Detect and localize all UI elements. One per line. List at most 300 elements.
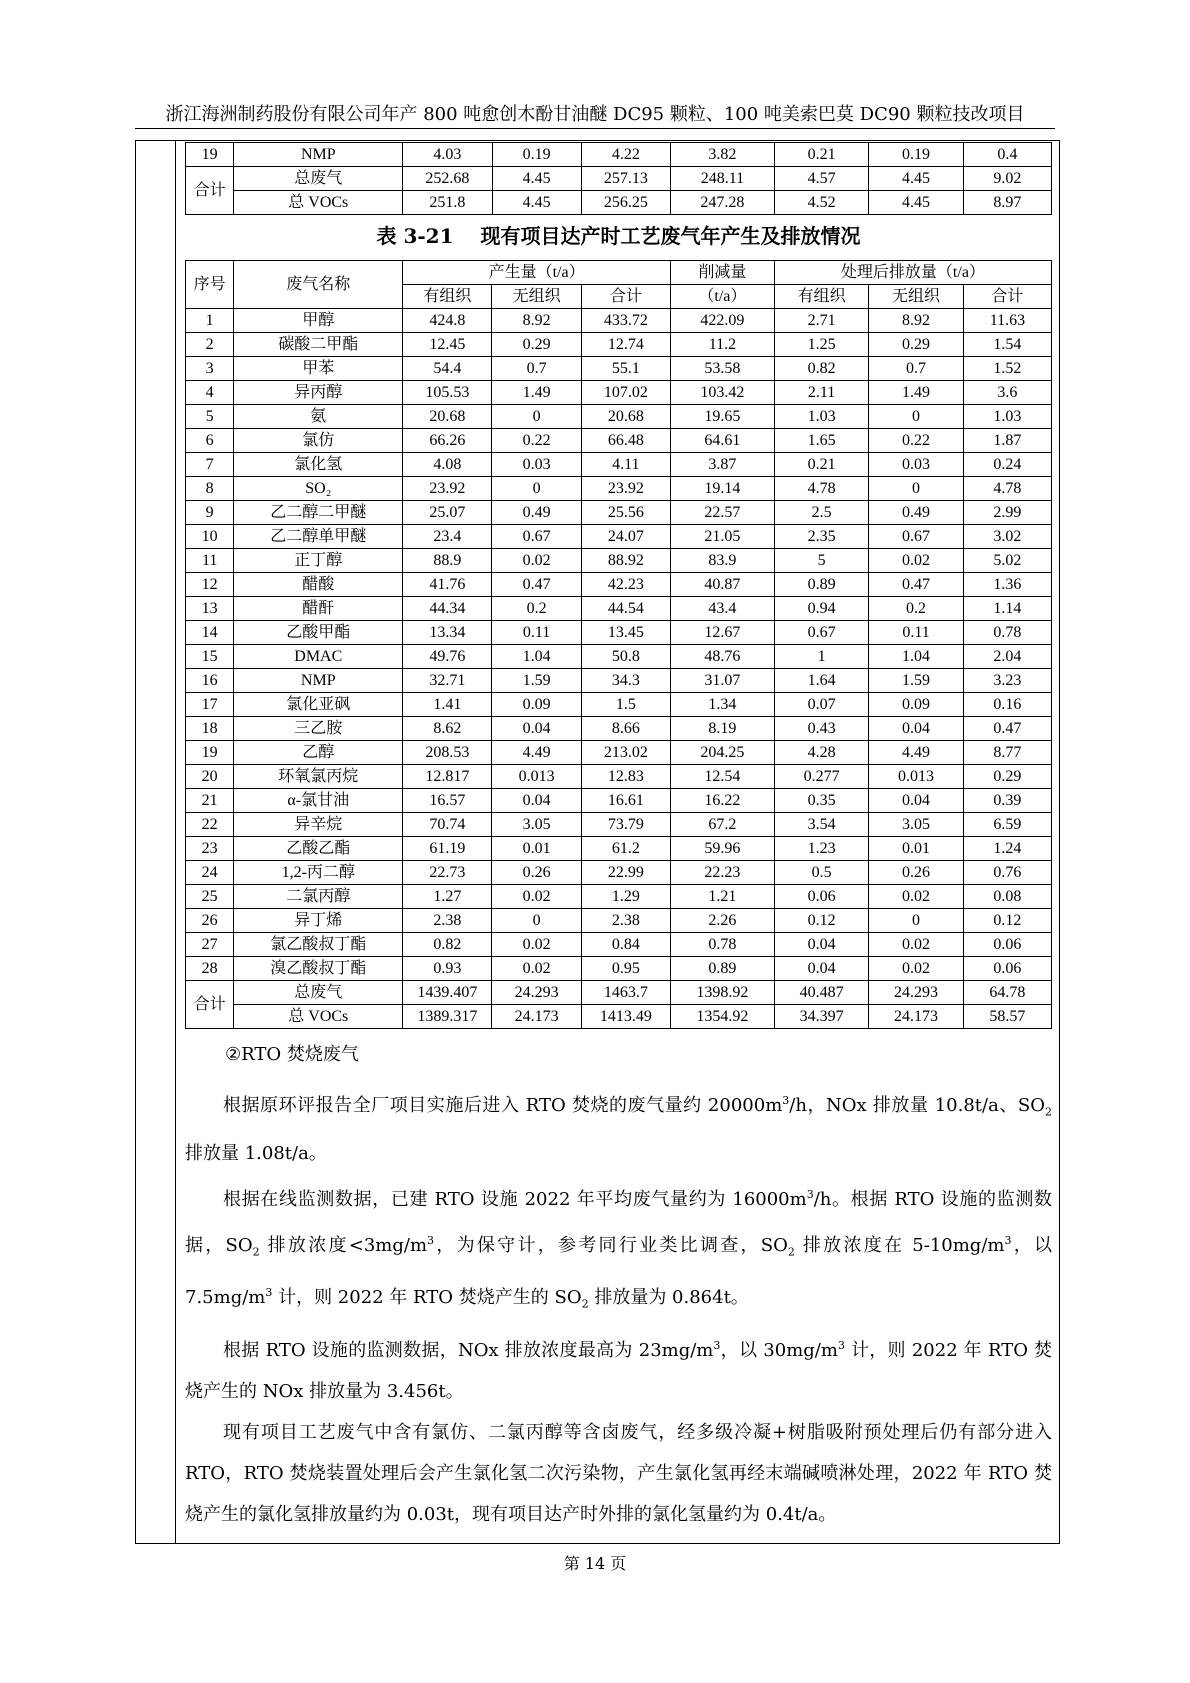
table-cell: 4.22: [581, 143, 670, 167]
header-seq: 序号: [186, 261, 234, 309]
table-row: [186, 429, 1052, 453]
section-heading: ②RTO 焚烧废气: [225, 1044, 359, 1065]
table-cell: 208.53: [403, 741, 492, 765]
table-cell: 66.26: [403, 429, 492, 453]
table-cell: 0.04: [492, 789, 581, 813]
total-label: 合计: [186, 981, 234, 1029]
table-cell: 2.38: [403, 909, 492, 933]
table-cell: 0.11: [869, 621, 963, 645]
table-cell: 0.22: [492, 429, 581, 453]
table-cell: 3.05: [869, 813, 963, 837]
table-cell: 0.35: [774, 789, 868, 813]
table-cell: 4.52: [774, 191, 868, 215]
table-cell: 乙醇: [234, 741, 403, 765]
table-cell: 1.25: [774, 333, 868, 357]
table-cell: 0: [869, 909, 963, 933]
table-row: [186, 957, 1052, 981]
table-cell: 12.45: [403, 333, 492, 357]
table-cell: 252.68: [403, 167, 492, 191]
table-cell: 24.173: [869, 1005, 963, 1029]
table-cell: 424.8: [403, 309, 492, 333]
table-cell: 1439.407: [403, 981, 492, 1005]
page-number: 第 14 页: [563, 1554, 627, 1573]
table-cell: 1.59: [492, 669, 581, 693]
table-cell: 4.49: [869, 741, 963, 765]
body-paragraphs: [185, 1080, 1052, 1535]
table-cell: 1.29: [581, 885, 670, 909]
table-cell: 28: [186, 957, 234, 981]
table-cell: 70.74: [403, 813, 492, 837]
table-cell: NMP: [234, 143, 403, 167]
table-cell: 0.07: [774, 693, 868, 717]
table-cell: 0.22: [869, 429, 963, 453]
table-cell: 13.45: [581, 621, 670, 645]
table-cell: 12: [186, 573, 234, 597]
table-cell: α-氯甘油: [234, 789, 403, 813]
table-cell: 433.72: [581, 309, 670, 333]
table-cell: 3.82: [670, 143, 774, 167]
table-cell: 氯仿: [234, 429, 403, 453]
table-cell: 1,2-丙二醇: [234, 861, 403, 885]
table-cell: 0.09: [869, 693, 963, 717]
table-cell: 2.99: [963, 501, 1051, 525]
table-cell: 3.6: [963, 381, 1051, 405]
table-cell: 251.8: [403, 191, 492, 215]
table-cell: 0.94: [774, 597, 868, 621]
table-cell: NMP: [234, 669, 403, 693]
table-cell: 24.173: [492, 1005, 581, 1029]
table-cell: 4.08: [403, 453, 492, 477]
table-cell: 248.11: [670, 167, 774, 191]
table-cell: 1.34: [670, 693, 774, 717]
table-cell: 0.89: [774, 573, 868, 597]
table-cell: 1.04: [492, 645, 581, 669]
table-cell: 4.28: [774, 741, 868, 765]
table-cell: 氨: [234, 405, 403, 429]
table-cell: 醋酸: [234, 573, 403, 597]
table-cell: 40.87: [670, 573, 774, 597]
table-cell: 0.24: [963, 453, 1051, 477]
table-cell: 247.28: [670, 191, 774, 215]
table-cell: 1463.7: [581, 981, 670, 1005]
table-cell: 0.67: [869, 525, 963, 549]
table-cell: 88.92: [581, 549, 670, 573]
table-cell: 环氧氯丙烷: [234, 765, 403, 789]
table-cell: 16.22: [670, 789, 774, 813]
table-cell: 1.24: [963, 837, 1051, 861]
table-cell: 0.67: [774, 621, 868, 645]
table-cell: 4.03: [403, 143, 492, 167]
table-cell: 8.77: [963, 741, 1051, 765]
table-cell: DMAC: [234, 645, 403, 669]
table-row: [186, 477, 1052, 501]
table-cell: 2.71: [774, 309, 868, 333]
header-gen-unorganized: 无组织: [492, 285, 581, 309]
table-cell: 1.36: [963, 573, 1051, 597]
table-cell: 6: [186, 429, 234, 453]
table-cell: 0.04: [774, 957, 868, 981]
table-cell: 0.21: [774, 143, 868, 167]
table-cell: 3: [186, 357, 234, 381]
table-cell: 乙酸甲酯: [234, 621, 403, 645]
table-cell: 23.4: [403, 525, 492, 549]
table-cell: 醋酐: [234, 597, 403, 621]
table-cell: 0.5: [774, 861, 868, 885]
table-cell: 24: [186, 861, 234, 885]
table-cell: 8.19: [670, 717, 774, 741]
table-cell: 16.61: [581, 789, 670, 813]
frame-inner-rule: [175, 140, 176, 1544]
paragraph-4: 现有项目工艺废气中含有氯仿、二氯丙醇等含卤废气，经多级冷凝+树脂吸附预处理后仍有部分进入 RTO，RTO 焚烧装置处理后会产生氯化氢二次污染物，产生氯化氢再经末端碱喷淋处理，2022 年 RTO 焚烧产生的氯化氢排放量约为 0.03t，现有项目达产时外排的氯化氢量约为 0.4t/a。: [185, 1421, 1052, 1525]
table-cell: 0.11: [492, 621, 581, 645]
table-cell: 24.293: [869, 981, 963, 1005]
table-cell: 4.78: [963, 477, 1051, 501]
table-cell: 0.02: [869, 549, 963, 573]
table-cell: 6.59: [963, 813, 1051, 837]
table-cell: 40.487: [774, 981, 868, 1005]
table-row: [186, 573, 1052, 597]
table-cell: 24.293: [492, 981, 581, 1005]
table-cell: 1.5: [581, 693, 670, 717]
table-cell: 22.23: [670, 861, 774, 885]
table-cell: 0.02: [869, 933, 963, 957]
table-cell: 0: [492, 909, 581, 933]
table-cell: 乙二醇二甲醚: [234, 501, 403, 525]
continued-table: [185, 142, 1052, 215]
table-cell: 1.65: [774, 429, 868, 453]
table-cell: 25.07: [403, 501, 492, 525]
table-total-row: [186, 981, 1052, 1005]
table-cell: 23.92: [403, 477, 492, 501]
table-cell: 19.65: [670, 405, 774, 429]
table-cell: 23.92: [581, 477, 670, 501]
table-cell: 19: [186, 741, 234, 765]
table-row: [186, 789, 1052, 813]
table-cell: 21.05: [670, 525, 774, 549]
table-cell: 0.4: [963, 143, 1051, 167]
table-cell: 0.39: [963, 789, 1051, 813]
table-cell: 1398.92: [670, 981, 774, 1005]
table-cell: 20.68: [581, 405, 670, 429]
table-cell: 24.07: [581, 525, 670, 549]
table-cell: 49.76: [403, 645, 492, 669]
table-cell: 4.45: [492, 167, 581, 191]
table-cell: 1: [774, 645, 868, 669]
table-cell: 0.03: [869, 453, 963, 477]
table-cell: 1.21: [670, 885, 774, 909]
table-cell: 61.2: [581, 837, 670, 861]
table-cell: 0.19: [492, 143, 581, 167]
table-cell: 甲醇: [234, 309, 403, 333]
table-cell: 0.47: [963, 717, 1051, 741]
table-cell: 61.19: [403, 837, 492, 861]
paragraph-1: 根据原环评报告全厂项目实施后进入 RTO 焚烧的废气量约 $20000m^3/h$，NOx 排放量 10.8t/a、$SO_2$ 排放量 1.08t/a。: [185, 1094, 1052, 1164]
table-cell: 7: [186, 453, 234, 477]
table-cell: 58.57: [963, 1005, 1051, 1029]
table-cell: 17: [186, 693, 234, 717]
table-cell: 15: [186, 645, 234, 669]
header-reduction-unit: （t/a）: [670, 285, 774, 309]
total-label: 合计: [186, 167, 234, 215]
table-cell: 1.49: [869, 381, 963, 405]
table-cell: 总废气: [234, 167, 403, 191]
table-cell: 0: [492, 477, 581, 501]
table-cell: 64.78: [963, 981, 1051, 1005]
table-cell: 0.21: [774, 453, 868, 477]
table-cell: 3.23: [963, 669, 1051, 693]
table-cell: 0.08: [963, 885, 1051, 909]
table-cell: 0.47: [869, 573, 963, 597]
table-cell: 64.61: [670, 429, 774, 453]
header-reduction: 削减量: [670, 261, 774, 285]
table-cell: 4: [186, 381, 234, 405]
table-cell: 34.397: [774, 1005, 868, 1029]
table-cell: 1.23: [774, 837, 868, 861]
table-cell: 5: [186, 405, 234, 429]
table-cell: 4.11: [581, 453, 670, 477]
table-cell: 1354.92: [670, 1005, 774, 1029]
table-cell: 19.14: [670, 477, 774, 501]
table-cell: 0.49: [492, 501, 581, 525]
table-cell: 53.58: [670, 357, 774, 381]
table-cell: 3.05: [492, 813, 581, 837]
table-cell: 19: [186, 143, 234, 167]
table-cell: 1: [186, 309, 234, 333]
table-cell: 73.79: [581, 813, 670, 837]
header-emit-total: 合计: [963, 285, 1051, 309]
table-cell: 氯乙酸叔丁酯: [234, 933, 403, 957]
header-gen-organized: 有组织: [403, 285, 492, 309]
table-cell: 0.29: [963, 765, 1051, 789]
table-cell: 2.35: [774, 525, 868, 549]
table-cell: 83.9: [670, 549, 774, 573]
table-cell: 0.01: [869, 837, 963, 861]
table-cell: 12.74: [581, 333, 670, 357]
table-cell: 0.277: [774, 765, 868, 789]
table-cell: 0.04: [869, 789, 963, 813]
table-cell: 2.26: [670, 909, 774, 933]
table-row: [186, 621, 1052, 645]
table-cell: 32.71: [403, 669, 492, 693]
header-emission: 处理后排放量（t/a）: [774, 261, 1051, 285]
table-cell: 422.09: [670, 309, 774, 333]
table-cell: 0.84: [581, 933, 670, 957]
table-cell: 12.54: [670, 765, 774, 789]
table-cell: 0.06: [963, 957, 1051, 981]
table-cell: 4.49: [492, 741, 581, 765]
table-cell: 8.66: [581, 717, 670, 741]
table-cell: 9: [186, 501, 234, 525]
table-cell: 0.04: [869, 717, 963, 741]
header-generation: 产生量（t/a）: [403, 261, 671, 285]
table-row: [186, 597, 1052, 621]
table-cell: 31.07: [670, 669, 774, 693]
table-row: [186, 405, 1052, 429]
table-cell: 22.99: [581, 861, 670, 885]
table-cell: 88.9: [403, 549, 492, 573]
table-cell: 5: [774, 549, 868, 573]
table-cell: 二氯丙醇: [234, 885, 403, 909]
table-cell: 0.26: [869, 861, 963, 885]
table-cell: 4.45: [869, 167, 963, 191]
table-cell: 0.78: [670, 933, 774, 957]
table-cell: 0.95: [581, 957, 670, 981]
table-cell: 22.73: [403, 861, 492, 885]
table-row: [186, 333, 1052, 357]
table-cell: 1.54: [963, 333, 1051, 357]
table-cell: 4.45: [492, 191, 581, 215]
table-cell: 12.83: [581, 765, 670, 789]
table-cell: 42.23: [581, 573, 670, 597]
table-cell: 0.04: [774, 933, 868, 957]
table-cell: 1.03: [774, 405, 868, 429]
table-cell: 总废气: [234, 981, 403, 1005]
table-cell: 257.13: [581, 167, 670, 191]
table-cell: 异辛烷: [234, 813, 403, 837]
table-total-row: [186, 1005, 1052, 1029]
table-cell: 0.2: [492, 597, 581, 621]
table-cell: 4.57: [774, 167, 868, 191]
table-cell: 66.48: [581, 429, 670, 453]
table-cell: 25.56: [581, 501, 670, 525]
table-cell: 0.02: [492, 549, 581, 573]
table-cell: 0.02: [492, 957, 581, 981]
table-cell: 13: [186, 597, 234, 621]
table-row: [186, 381, 1052, 405]
table-cell: 1.49: [492, 381, 581, 405]
table-cell: 4.45: [869, 191, 963, 215]
emission-table: [185, 260, 1052, 1029]
table-cell: 0.76: [963, 861, 1051, 885]
table-cell: 0.013: [492, 765, 581, 789]
table-cell: 5.02: [963, 549, 1051, 573]
table-cell: 0.82: [774, 357, 868, 381]
table-row: [186, 357, 1052, 381]
table-cell: 48.76: [670, 645, 774, 669]
table-cell: 27: [186, 933, 234, 957]
table-cell: 54.4: [403, 357, 492, 381]
table-cell: 乙酸乙酯: [234, 837, 403, 861]
table-cell: 1.03: [963, 405, 1051, 429]
table-cell: 1.59: [869, 669, 963, 693]
table-cell: 204.25: [670, 741, 774, 765]
table-cell: 0.06: [774, 885, 868, 909]
table-cell: 22: [186, 813, 234, 837]
table-cell: 14: [186, 621, 234, 645]
table-cell: 0.49: [869, 501, 963, 525]
table-cell: 34.3: [581, 669, 670, 693]
table-cell: 0.47: [492, 573, 581, 597]
table-row: [186, 861, 1052, 885]
table-cell: 0.03: [492, 453, 581, 477]
table-cell: 1.14: [963, 597, 1051, 621]
table-cell: 11.2: [670, 333, 774, 357]
table-row: [186, 693, 1052, 717]
table-cell: 25: [186, 885, 234, 909]
table-cell: 0.29: [492, 333, 581, 357]
table-cell: 12.817: [403, 765, 492, 789]
table-cell: 异丙醇: [234, 381, 403, 405]
table-cell: 0.2: [869, 597, 963, 621]
header-name: 废气名称: [234, 261, 403, 309]
table-cell: 3.54: [774, 813, 868, 837]
table-cell: 1.52: [963, 357, 1051, 381]
table-cell: 26: [186, 909, 234, 933]
table-cell: 0.06: [963, 933, 1051, 957]
table-cell: 213.02: [581, 741, 670, 765]
table-cell: 2.5: [774, 501, 868, 525]
table-cell: 0.7: [492, 357, 581, 381]
table-row: [186, 813, 1052, 837]
table-cell: 1.04: [869, 645, 963, 669]
table-cell: 0.02: [492, 933, 581, 957]
table-cell: 0.67: [492, 525, 581, 549]
table-cell: 1.64: [774, 669, 868, 693]
table-cell: 碳酸二甲酯: [234, 333, 403, 357]
table-cell: 2.38: [581, 909, 670, 933]
table-row: [186, 933, 1052, 957]
table-cell: 103.42: [670, 381, 774, 405]
table-row: [186, 549, 1052, 573]
table-cell: 1.87: [963, 429, 1051, 453]
table-cell: SO₂: [234, 477, 403, 501]
table-cell: 0: [492, 405, 581, 429]
table-row: [186, 309, 1052, 333]
table-cell: 0.7: [869, 357, 963, 381]
table-row: [186, 143, 1052, 167]
table-cell: 总 VOCs: [234, 1005, 403, 1029]
table-row: [186, 669, 1052, 693]
table-cell: 0.16: [963, 693, 1051, 717]
table-cell: 23: [186, 837, 234, 861]
table-cell: 0.12: [963, 909, 1051, 933]
table-cell: 59.96: [670, 837, 774, 861]
table-cell: 0.12: [774, 909, 868, 933]
header-emit-organized: 有组织: [774, 285, 868, 309]
table-cell: 0.19: [869, 143, 963, 167]
table-cell: 107.02: [581, 381, 670, 405]
table-cell: 0.93: [403, 957, 492, 981]
table-cell: 13.34: [403, 621, 492, 645]
table-cell: 50.8: [581, 645, 670, 669]
table-cell: 2.04: [963, 645, 1051, 669]
table-cell: 0: [869, 405, 963, 429]
table-cell: 256.25: [581, 191, 670, 215]
table-row: [186, 717, 1052, 741]
table-cell: 溴乙酸叔丁酯: [234, 957, 403, 981]
table-cell: 1.27: [403, 885, 492, 909]
table-cell: 0.78: [963, 621, 1051, 645]
table-cell: 0.013: [869, 765, 963, 789]
table-cell: 8.92: [492, 309, 581, 333]
table-row: [186, 525, 1052, 549]
table-total-row: [186, 167, 1052, 191]
table-cell: 11: [186, 549, 234, 573]
table-cell: 8.62: [403, 717, 492, 741]
table-cell: 氯化氢: [234, 453, 403, 477]
table-cell: 0.02: [869, 957, 963, 981]
table-cell: 10: [186, 525, 234, 549]
table-cell: 18: [186, 717, 234, 741]
table-cell: 44.34: [403, 597, 492, 621]
table-cell: 9.02: [963, 167, 1051, 191]
table-cell: 8.92: [869, 309, 963, 333]
table-row: [186, 501, 1052, 525]
table-cell: 55.1: [581, 357, 670, 381]
table-cell: 0.02: [869, 885, 963, 909]
table-row: [186, 765, 1052, 789]
table-cell: 异丁烯: [234, 909, 403, 933]
